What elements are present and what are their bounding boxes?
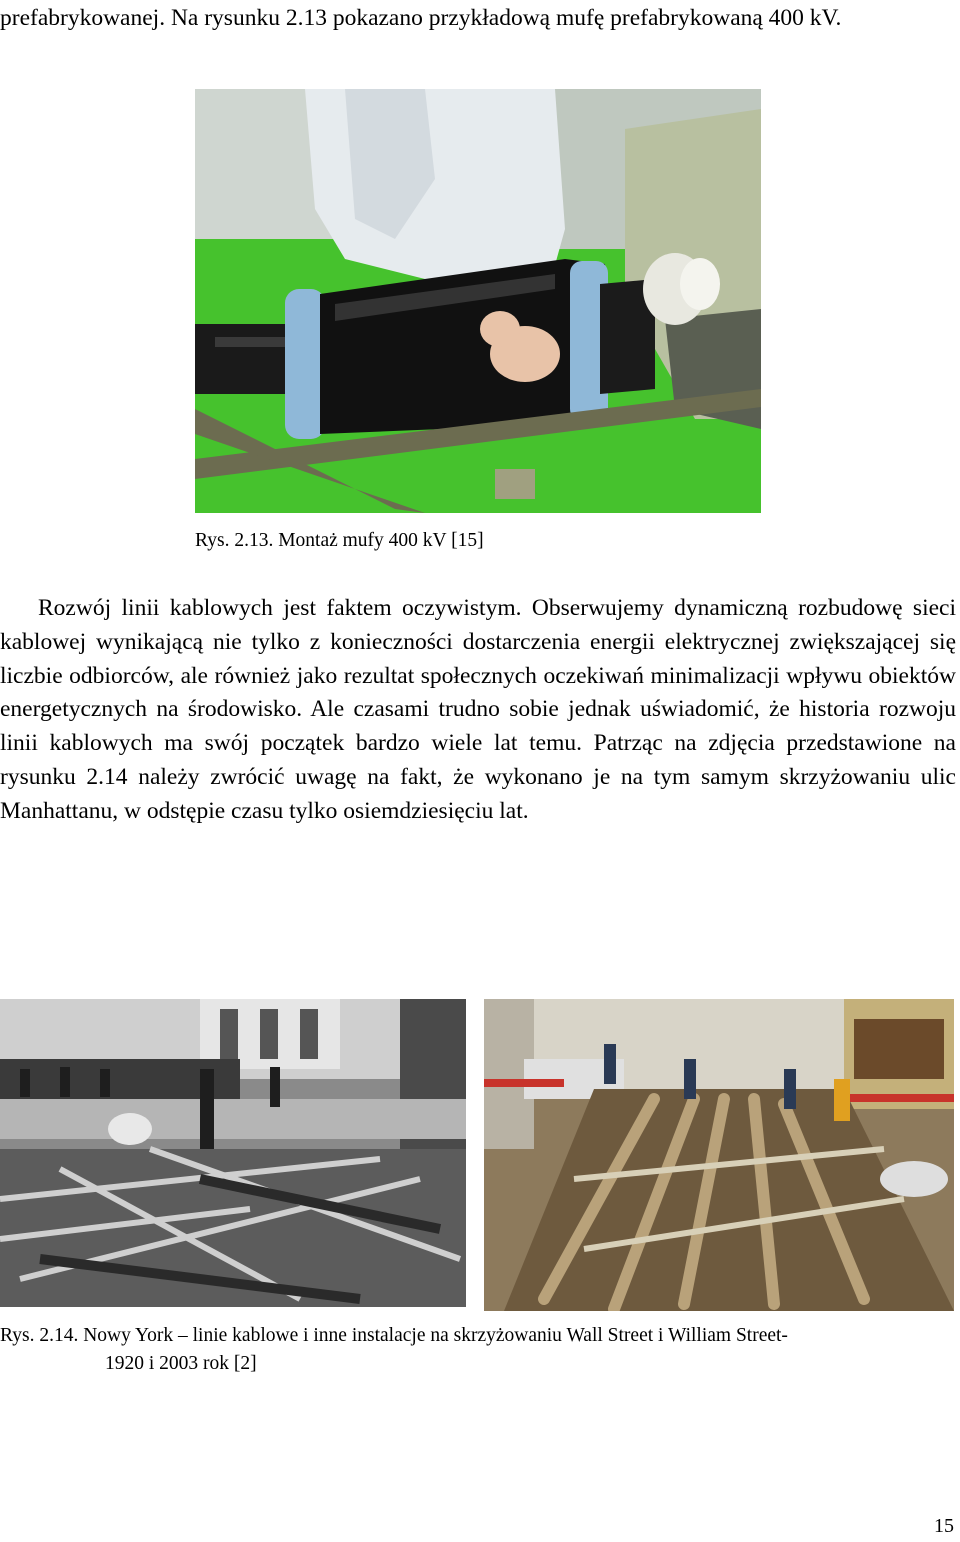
intro-paragraph: prefabrykowanej. Na rysunku 2.13 pokazano przykładową mufę prefabrykowaną 400 kV. <box>0 5 842 31</box>
photo-cable-joint-assembly <box>195 89 761 513</box>
figure-2-14-caption <box>0 1322 950 1378</box>
figure-2-14-caption-line1: Rys. 2.14. Nowy York – linie kablowe i inne instalacje na skrzyżowaniu Wall Street i William Street- <box>0 1325 788 1346</box>
photo-wall-street-2003 <box>484 999 954 1311</box>
photo-wall-street-1920 <box>0 999 466 1307</box>
page-number: 15 <box>934 1515 954 1537</box>
figure-2-13-caption: Rys. 2.13. Montaż mufy 400 kV [15] <box>195 530 484 551</box>
figure-2-14-caption-line2: 1920 i 2003 rok [2] <box>105 1353 257 1374</box>
main-paragraph: Rozwój linii kablowych jest faktem oczywistym. Obserwujemy dynamiczną rozbudowę sieci kablowej wynikającą nie tylko z konieczności dostarczenia energii elektrycznej zwiększającej się liczbie odbiorców, ale również jako rezultat społecznych oczekiwań minimalizacji wpływu obiektów energetycznych na środowisko. Ale czasami trudno sobie jednak uświadomić, że historia rozwoju linii kablowych ma swój początek bardzo wiele lat temu. Patrząc na zdjęcia przedstawione na rysunku 2.14 należy zwrócić uwagę na fakt, że wykonano je na tym samym skrzyżowaniu ulic Manhattanu, w odstępie czasu tylko osiemdziesięciu lat. <box>0 595 956 824</box>
